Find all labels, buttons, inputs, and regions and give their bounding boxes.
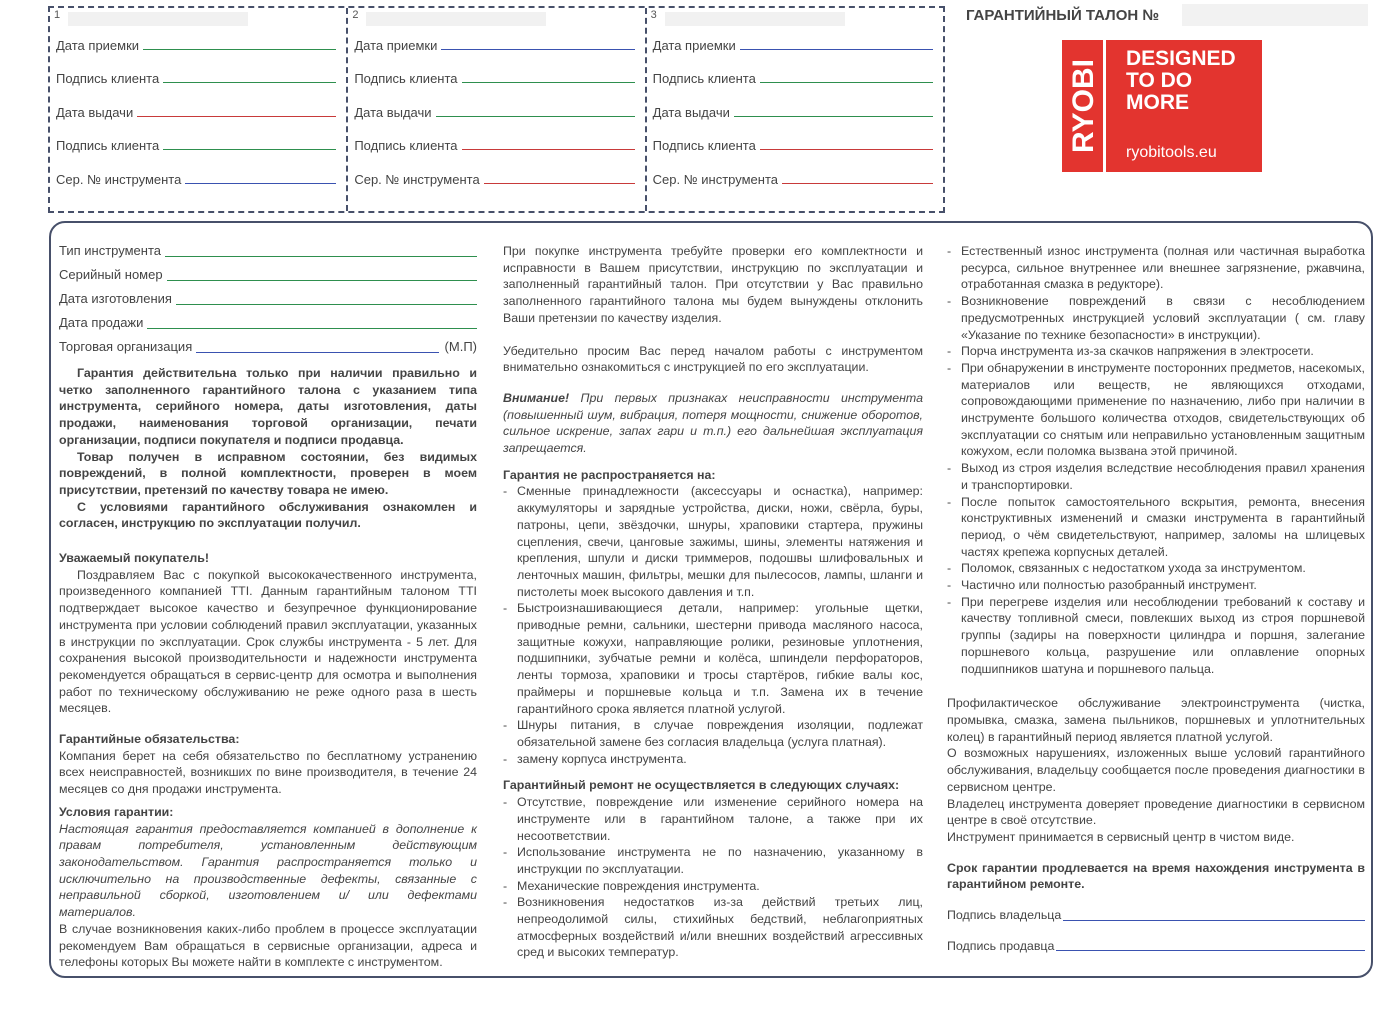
paragraph: Поздравляем Вас с покупкой высококачественного инструмента, произведенного компанией TTI. Данным гарантийным талоном TTI подтверждает высокое качество и безупречное функционирование инструмента при условии соблюдений правил эксплуатации, указанных в инструкции по эксплуатации. Срок службы инструмента - 5 лет. Для сохранения высокой производительности и надежности инструмента рекомендуется обращаться в сервис-центр для осмотра и выполнения работ по техническому обслуживанию не реже одного раза в шесть месяцев. (59, 567, 477, 716)
coupon-number: 1 (54, 9, 61, 21)
product-form (59, 243, 477, 365)
list-item: - При перегреве изделия или несоблюдении требований к составу и качеству топливной смеси, повлекших выход из строя поршневой группы (задиры на поверхности цилиндра и поршня, залегание поршневого кольца, разрушение или оплавление опорных подшипников шатуна и поршневого пальца. (947, 594, 1365, 678)
section-heading: Гарантийный ремонт не осуществляется в следующих случаях: (503, 778, 900, 793)
form-field[interactable]: Дата продажи (59, 315, 477, 332)
owner-signature-field[interactable]: Подпись владельца (947, 907, 1365, 924)
coupon-field[interactable]: Дата выдачи (653, 105, 933, 120)
section-heading: Гарантийные обязательства: (59, 732, 240, 747)
coupon-field[interactable]: Дата приемки (56, 38, 336, 53)
bold-paragraph: Гарантия действительна только при наличии правильно и четко заполненного гарантийного талона с указанием типа инструмента, серийного номера, даты изготовления, даты продажи, наименования торговой организации, печати организации, подписи покупателя и подписи продавца. (59, 366, 477, 447)
warranty-title: ГАРАНТИЙНЫЙ ТАЛОН № (966, 7, 1160, 24)
paragraph: При покупке инструмента требуйте проверки его комплектности и исправности в Вашем присутствии, инструкцию по эксплуатации и заполненный гарантийный талон. При отсутствии у Вас правильно заполненного гарантийного талона мы будем вынуждены отклонить Ваши претензии по качеству изделия. (503, 244, 923, 325)
list-item: - Использование инструмента не по назначению, указанному в инструкции по эксплуатации. (503, 844, 923, 877)
paragraph: Инструмент принимается в сервисный центр в чистом виде. (947, 829, 1295, 844)
section-heading: Гарантия не распространяется на: (503, 467, 716, 482)
coupon-field[interactable]: Сер. № инструмента (56, 172, 336, 187)
list-item: - Сменные принадлежности (аксессуары и оснастка), например: аккумуляторы и зарядные устройства, диски, ножи, свёрла, буры, патроны, цепи, звёздочки, шнуры, храповики стартера, пружины сцепления, свечи, цанговые зажимы, шины, элементы натяжения и крепления, шпули и диски триммеров, подошвы шлифовальных и ленточных машин, фильтры, мешки для пылесосов, лампы, шланги и пистолеты моек высокого давления и т.п. (503, 483, 923, 600)
attention-paragraph: Внимание! При первых признаках неисправности инструмента (повышенный шум, вибрация, потеря мощности, снижение оборотов, сильное искрение, запах гари и т.п.) его дальнейшая эксплуатация запрещается. (503, 390, 923, 456)
coupon-field[interactable]: Дата приемки (653, 38, 933, 53)
paragraph: В случае возникновения каких-либо проблем в процессе эксплуатации рекомендуем Вам обращаться в сервисные организации, адреса и телефоны которых Вы можете найти в комплекте с инструментом. (59, 921, 477, 970)
list-item: - Механические повреждения инструмента. (503, 878, 923, 895)
coupon-field[interactable]: Дата выдачи (354, 105, 634, 120)
coupon-number: 2 (352, 9, 359, 21)
form-field[interactable]: Серийный номер (59, 267, 477, 284)
coupon-1 (50, 8, 348, 211)
warranty-number-field[interactable] (1182, 4, 1368, 26)
paragraph: О возможных нарушениях, изложенных выше условий гарантийного обслуживания, владельцу сообщается после проведения диагностики в сервисном центре. (947, 746, 1365, 794)
paragraph: Профилактическое обслуживание электроинструмента (чистка, промывка, смазка, замена пыльников, поршневых и уплотнительных колец) в гарантийный период является платной услугой. (947, 696, 1365, 744)
list-item: - замену корпуса инструмента. (503, 751, 923, 768)
form-field[interactable]: Тип инструмента (59, 243, 477, 260)
paragraph: Владелец инструмента доверяет проведение диагностики в сервисном центре в своё отсутствие. (947, 796, 1365, 828)
paragraph: Убедительно просим Вас перед началом работы с инструментом внимательно ознакомиться с инструкцией по его эксплуатации. (503, 343, 923, 375)
list-item: - Возникновения недостатков из-за действий третьих лиц, непреодолимой силы, стихийных бедствий, неблагоприятных атмосферных воздействий и/или внешних воздействий агрессивных сред и высоких температур. (503, 894, 923, 961)
warranty-main-panel (49, 221, 1373, 978)
italic-paragraph: Настоящая гарантия предоставляется компанией в дополнение к правам потребителя, установленным действующим законодательством. Гарантия распространяется только и исключительно на производственные дефекты, связанные с неправильной сборкой, изготовлением и/ или дефектами материалов. (59, 821, 477, 920)
logo-brand-strip (1062, 40, 1106, 172)
coupon-field[interactable]: Подпись клиента (653, 138, 933, 153)
section-heading: Уважаемый покупатель! (59, 551, 210, 566)
coupon-2 (348, 8, 646, 211)
coupon-field[interactable]: Дата приемки (354, 38, 634, 53)
list-item: - Естественный износ инструмента (полная или частичная выработка ресурса, сильное внутреннее или внешнее загрязнение, ржавчина, отработанная смазка в редукторе). (947, 243, 1365, 293)
ryobi-logo (1062, 40, 1262, 172)
coupon-header-bar (68, 12, 248, 26)
list-item: - Быстроизнашивающиеся детали, например: угольные щетки, приводные ремни, сальники, шестерни привода масляного насоса, защитные кожухи, направляющие ролики, резиновые уплотнения, подшипники, зубчатые ремни и колёса, шпиндели перфораторов, ленты тормоза, храповики и тросы стартёров, гибкие валы кос, праймеры и поршневые кольца и т.п. Замена их в течение гарантийного срока является платной услугой. (503, 600, 923, 717)
exclusions-list (503, 483, 923, 767)
form-field[interactable]: Дата изготовления (59, 291, 477, 308)
left-column (59, 243, 477, 971)
section-heading: Условия гарантии: (59, 804, 174, 819)
coupon-header-bar (665, 12, 845, 26)
list-item: - Поломок, связанных с недостатком ухода за инструментом. (947, 560, 1365, 577)
list-item: - Порча инструмента из-за скачков напряжения в электросети. (947, 343, 1365, 360)
paragraph: Компания берет на себя обязательство по бесплатному устранению всех неисправностей, возникших по вине производителя, в течение 24 месяцев со дня продажи инструмента. (59, 748, 477, 797)
coupon-3 (647, 8, 943, 211)
logo-url: ryobitools.eu (1126, 144, 1217, 161)
list-item: - Выход из строя изделия вследствие несоблюдения правил хранения и транспортировки. (947, 460, 1365, 493)
logo-tagline: DESIGNED TO DO MORE (1126, 47, 1236, 114)
bold-paragraph: С условиями гарантийного обслуживания ознакомлен и согласен, инструкцию по эксплуатации получил. (59, 499, 477, 531)
form-field[interactable]: Торговая организация (М.П) (59, 339, 477, 354)
list-item: - Возникновение повреждений в связи с несоблюдением предусмотренных инструкцией условий эксплуатации ( см. главу «Указание по технике безопасности» в инструкции). (947, 293, 1365, 343)
logo-brand: RYOBI (1067, 59, 1100, 153)
coupon-field[interactable]: Сер. № инструмента (354, 172, 634, 187)
exclusions-list-continued (947, 243, 1365, 677)
seller-signature-field[interactable]: Подпись продавца (947, 938, 1365, 955)
list-item: - Частично или полностью разобранный инструмент. (947, 577, 1365, 594)
list-item: - Отсутствие, повреждение или изменение серийного номера на инструменте или в гарантийном талоне, а также при их несоответствии. (503, 794, 923, 844)
coupon-field[interactable]: Подпись клиента (56, 71, 336, 86)
coupon-number: 3 (650, 9, 657, 21)
tear-off-coupons (48, 6, 945, 213)
middle-column (503, 243, 923, 961)
right-column (947, 243, 1365, 954)
coupon-field[interactable]: Подпись клиента (653, 71, 933, 86)
coupon-header-bar (366, 12, 546, 26)
coupon-field[interactable]: Подпись клиента (354, 71, 634, 86)
coupon-field[interactable]: Дата выдачи (56, 105, 336, 120)
list-item: - При обнаружении в инструменте посторонних предметов, насекомых, материалов или веществ, не являющихся отходами, сопровождающими применение по назначению, либо при наличии в инструменте большого количества отходов, свидетельствующих об эксплуатации со снятым или неправильно установленным защитным кожухом, если поломка вызвана этой причиной. (947, 360, 1365, 460)
no-repair-list (503, 794, 923, 961)
list-item: - После попыток самостоятельного вскрытия, ремонта, внесения конструктивных изменений и смазки инструмента в гарантийный период, о чём свидетельствуют, например, заломы на шлицевых частях крепежа корпусных деталей. (947, 494, 1365, 561)
coupon-field[interactable]: Подпись клиента (354, 138, 634, 153)
bold-paragraph: Товар получен в исправном состоянии, без видимых повреждений, в полной комплектности, проверен в моем присутствии, претензий по качеству товара не имею. (59, 449, 477, 497)
coupon-field[interactable]: Сер. № инструмента (653, 172, 933, 187)
bold-paragraph: Срок гарантии продлевается на время нахождения инструмента в гарантийном ремонте. (947, 860, 1365, 892)
coupon-field[interactable]: Подпись клиента (56, 138, 336, 153)
list-item: - Шнуры питания, в случае повреждения изоляции, подлежат обязательной замене без согласия владельца (услуга платная). (503, 717, 923, 750)
